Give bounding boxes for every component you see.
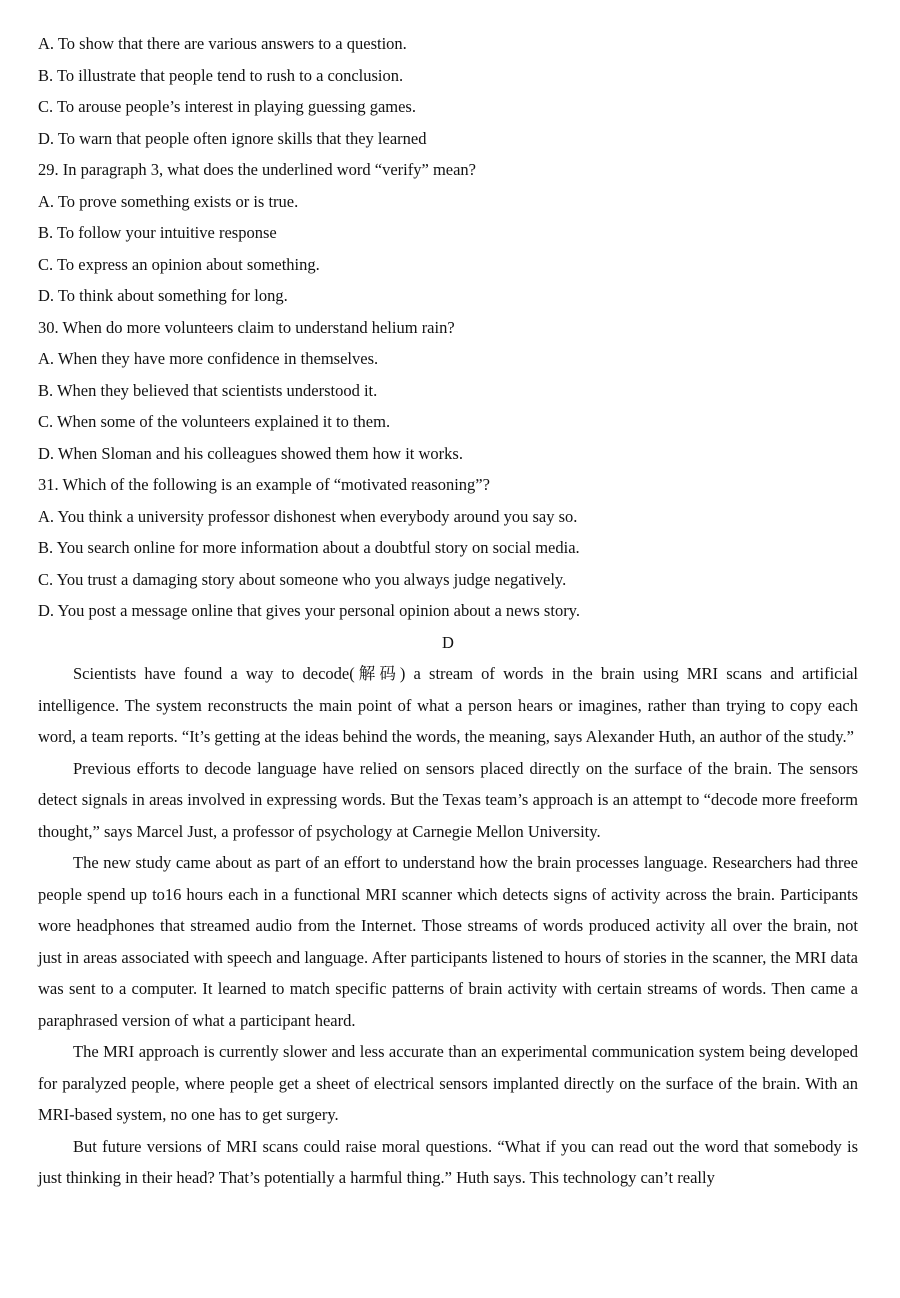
q31-option-a: A. You think a university professor dishonest when everybody around you say so. [38, 506, 578, 526]
q31-stem: 31. Which of the following is an example of “motivated reasoning”? [38, 475, 490, 494]
question-30 [38, 312, 858, 470]
q29-option-b: B. To follow your intuitive response [38, 223, 277, 242]
q29-stem: 29. In paragraph 3, what does the underlined word “verify” mean? [38, 160, 476, 179]
q30-option-c: C. When some of the volunteers explained it to them. [38, 412, 391, 431]
q30-option-b: B. When they believed that scientists understood it. [38, 380, 378, 400]
section-d-passage [38, 658, 858, 1194]
q29-option-c: C. To express an opinion about something. [38, 254, 320, 274]
question-29 [38, 154, 858, 312]
passage-paragraph-5: But future versions of MRI scans could raise moral questions. “What if you can read out the word that somebody is just thinking in their head? That’s potentially a harmful thing.” Huth says. This technology can’t really [38, 1136, 858, 1187]
q28-option-d: D. To warn that people often ignore skills that they learned [38, 128, 427, 148]
question-28-options [38, 28, 858, 154]
q30-stem: 30. When do more volunteers claim to understand helium rain? [38, 317, 455, 337]
q31-option-c: C. You trust a damaging story about someone who you always judge negatively. [38, 569, 567, 589]
q31-option-d: D. You post a message online that gives your personal opinion about a news story. [38, 601, 580, 620]
passage-paragraph-1: Scientists have found a way to decode(解码) a stream of words in the brain using MRI scans and artificial intelligence. The system reconstructs the main point of what a person hears or imagines, rather than trying to copy each word, a team reports. “It’s getting at the ideas behind the words, the meaning, says Alexander Huth, an author of the study.” [38, 664, 858, 746]
passage-paragraph-4: The MRI approach is currently slower and less accurate than an experimental communication system being developed for paralyzed people, where people get a sheet of electrical sensors implanted directly on the surface of the brain. With an MRI-based system, no one has to get surgery. [38, 1042, 858, 1124]
q28-option-b: B. To illustrate that people tend to rush to a conclusion. [38, 65, 404, 85]
passage-paragraph-3: The new study came about as part of an effort to understand how the brain processes language. Researchers had three people spend up to16 hours each in a functional MRI scanner which detects signs of activity across the brain. Participants wore headphones that streamed audio from the Internet. Those streams of words produced activity all over the brain, not just in areas associated with speech and language. After participants listened to hours of stories in the scanner, the MRI data was sent to a computer. It learned to match specific patterns of brain activity with certain streams of words. Then came a paraphrased version of what a participant heard. [38, 853, 858, 1030]
q29-option-a: A. To prove something exists or is true. [38, 191, 299, 211]
question-31 [38, 469, 858, 627]
q30-option-d: D. When Sloman and his colleagues showed them how it works. [38, 443, 463, 463]
q31-option-b: B. You search online for more information about a doubtful story on social media. [38, 538, 580, 557]
q28-option-c: C. To arouse people’s interest in playing guessing games. [38, 97, 416, 116]
passage-paragraph-2: Previous efforts to decode language have relied on sensors placed directly on the surface of the brain. The sensors detect signals in areas involved in expressing words. But the Texas team’s approach is an attempt to “decode more freeform thought,” says Marcel Just, a professor of psychology at Carnegie Mellon University. [38, 758, 858, 841]
q30-option-a: A. When they have more confidence in themselves. [38, 349, 379, 368]
section-d-heading: D [442, 632, 454, 652]
q28-option-a: A. To show that there are various answers to a question. [38, 34, 407, 53]
q29-option-d: D. To think about something for long. [38, 286, 288, 305]
exam-page [38, 28, 858, 1194]
